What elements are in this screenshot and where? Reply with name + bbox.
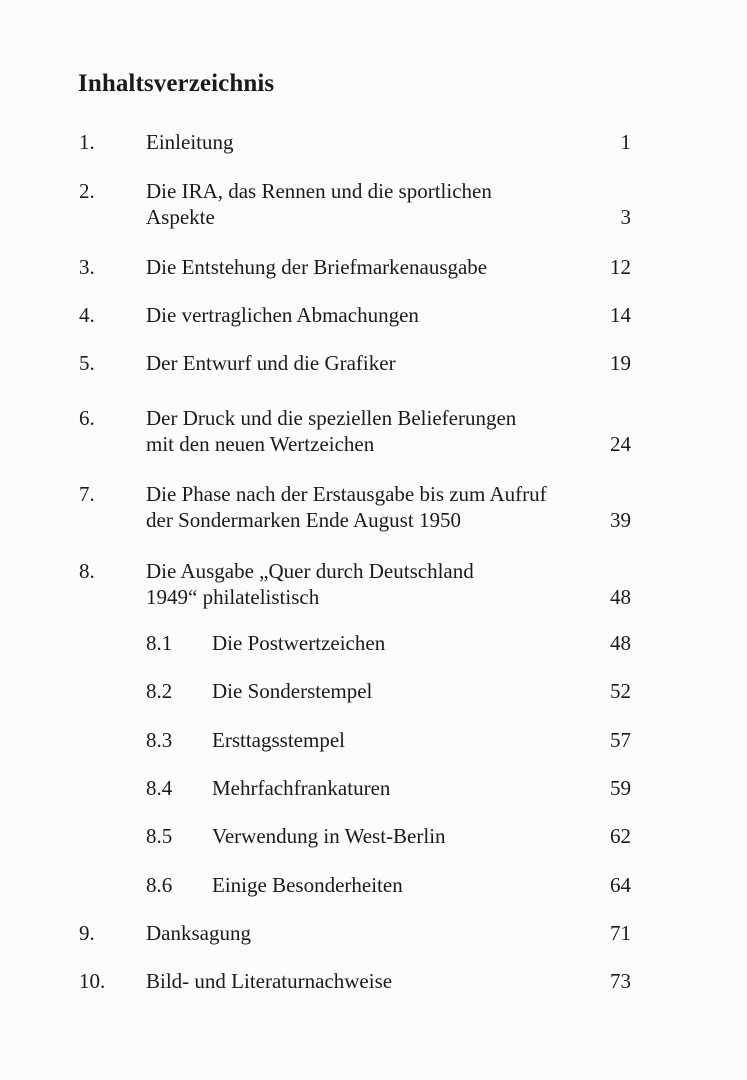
entry-number: 6. <box>79 406 95 430</box>
entry-title-line: Aspekte <box>146 205 215 229</box>
entry-title <box>146 178 586 230</box>
subentry-number: 8.2 <box>146 679 173 703</box>
entry-title-line: Die vertraglichen Abmachungen <box>146 303 419 327</box>
entry-title <box>146 968 586 994</box>
subentry-title: Die Postwertzeichen <box>212 631 386 655</box>
entry-title-line: mit den neuen Wertzeichen <box>146 432 375 456</box>
entry-title-line: Der Entwurf und die Grafiker <box>146 351 396 375</box>
entry-page-number: 73 <box>610 969 631 993</box>
subentry-title: Die Sonderstempel <box>212 679 373 703</box>
entry-title-line: der Sondermarken Ende August 1950 <box>146 508 461 532</box>
entry-number: 4. <box>79 303 95 327</box>
entry-title <box>146 405 586 457</box>
entry-number: 2. <box>79 179 95 203</box>
entry-title <box>146 129 586 155</box>
entry-page-number: 19 <box>610 351 631 375</box>
subentry-title: Verwendung in West-Berlin <box>212 824 446 848</box>
entry-number: 8. <box>79 559 95 583</box>
subentry-number: 8.3 <box>146 728 173 752</box>
entry-title-line: Die Entstehung der Briefmarkenausgabe <box>146 255 488 279</box>
subentry-number: 8.5 <box>146 824 173 848</box>
subentry-number: 8.4 <box>146 776 173 800</box>
entry-page-number: 1 <box>620 130 631 154</box>
subentry-page-number: 62 <box>610 824 631 848</box>
entry-title <box>146 481 586 533</box>
entry-page-number: 71 <box>610 921 631 945</box>
entry-title-line: Der Druck und die speziellen Belieferungen <box>146 406 517 430</box>
entry-title <box>146 302 586 328</box>
subentry-page-number: 64 <box>610 873 631 897</box>
entry-page-number: 3 <box>620 205 631 229</box>
entry-page-number: 24 <box>610 432 631 456</box>
entry-page-number: 14 <box>610 303 631 327</box>
subentry-number: 8.6 <box>146 873 173 897</box>
entry-title <box>146 558 586 610</box>
entry-number: 5. <box>79 351 95 375</box>
subentry-title: Mehrfachfrankaturen <box>212 776 391 800</box>
subentry-title: Ersttagsstempel <box>212 728 345 752</box>
entry-number: 9. <box>79 921 95 945</box>
subentry-page-number: 48 <box>610 631 631 655</box>
entry-title-line: Die Phase nach der Erstausgabe bis zum Aufruf <box>146 482 547 506</box>
entry-title-line: Bild- und Literaturnachweise <box>146 969 393 993</box>
subentry-title: Einige Besonderheiten <box>212 873 403 897</box>
entry-number: 7. <box>79 482 95 506</box>
entry-number: 1. <box>79 130 95 154</box>
subentry-page-number: 57 <box>610 728 631 752</box>
entry-title <box>146 920 586 946</box>
subentry-page-number: 52 <box>610 679 631 703</box>
entry-title-line: 1949“ philatelistisch <box>146 585 320 609</box>
subentry-number: 8.1 <box>146 631 173 655</box>
page-title: Inhaltsverzeichnis <box>78 70 275 97</box>
entry-title-line: Die Ausgabe „Quer durch Deutschland <box>146 559 474 583</box>
entry-page-number: 12 <box>610 255 631 279</box>
entry-title <box>146 350 586 376</box>
entry-page-number: 39 <box>610 508 631 532</box>
entry-title-line: Die IRA, das Rennen und die sportlichen <box>146 179 492 203</box>
entry-title <box>146 254 586 280</box>
entry-title-line: Danksagung <box>146 921 251 945</box>
entry-number: 10. <box>79 969 106 993</box>
entry-page-number: 48 <box>610 585 631 609</box>
subentry-page-number: 59 <box>610 776 631 800</box>
entry-title-line: Einleitung <box>146 130 234 154</box>
entry-number: 3. <box>79 255 95 279</box>
